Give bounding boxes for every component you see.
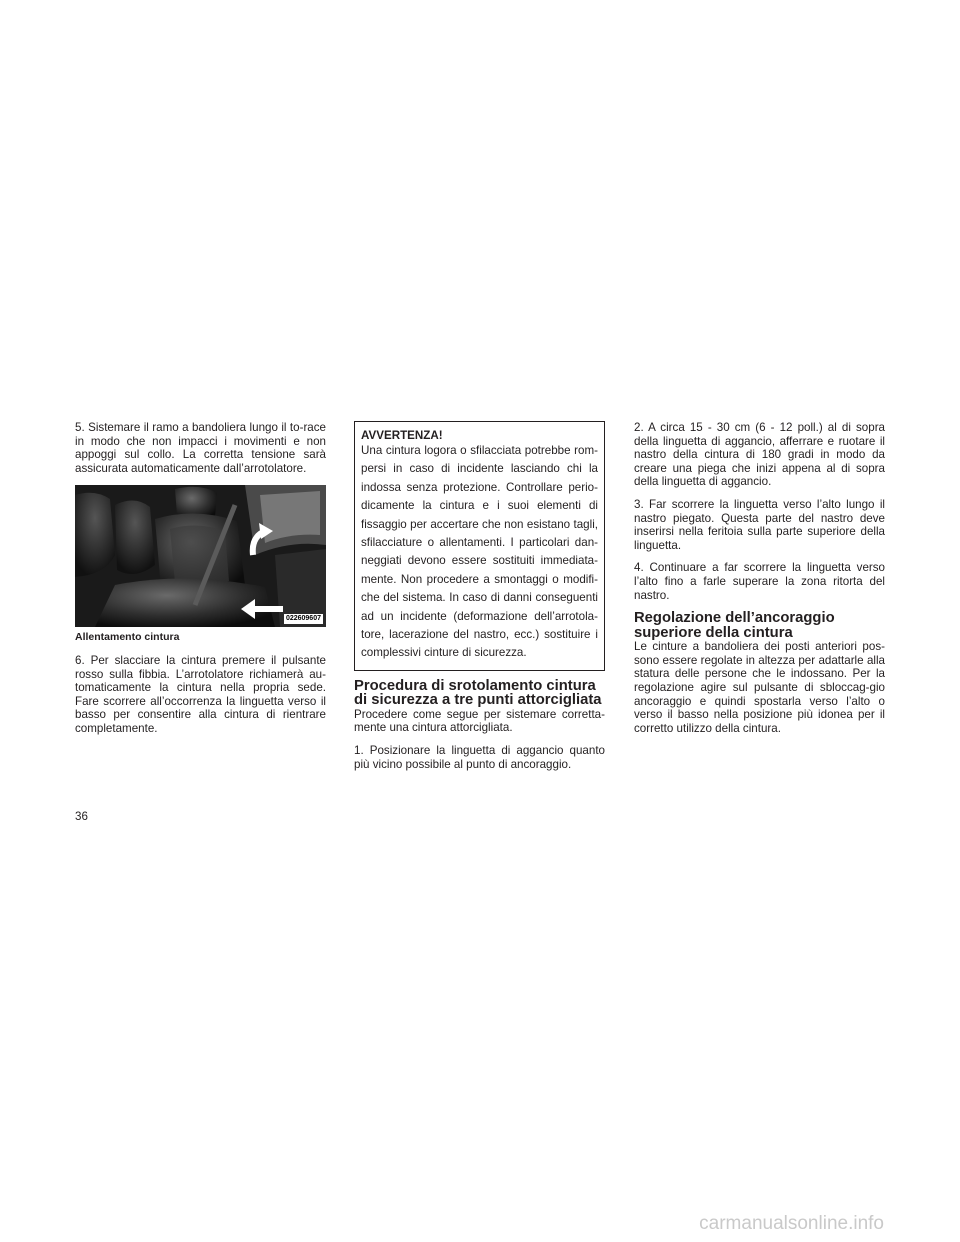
- warning-title: AVVERTENZA!: [361, 429, 443, 442]
- intro-text: Procedere come segue per sistemare corretta-mente una cintura attorcigliata.: [354, 707, 605, 735]
- step-4-text: 4. Continuare a far scorrere la linguetta verso l’alto fino a farle superare la zona ritorta del nastro.: [634, 561, 885, 602]
- page-number: 36: [75, 810, 88, 823]
- warning-body: Una cintura logora o sfilacciata potrebbe rom-persi in caso di incidente lasciando chi la indossa senza protezione. Controllare perio-dicamente la cintura e i suoi elementi di fissaggio per accertare che non esistano tagli, sfilacciature o allentamenti. I particolari dan-neggiati devono essere sostituiti immediata-mente. Non procedere a smontaggi o modifi-che del sistema. In caso di danni conseguenti ad un incidente (deformazione dell’arrotola-tore, lacerazione del nastro, ecc.) sostituire i complessivi cinture di sicurezza.: [361, 444, 598, 660]
- step-6-text: 6. Per slacciare la cintura premere il pulsante rosso sulla fibbia. L’arrotolatore richiamerà au-tomaticamente la cintura nella propria sede. Fare scorrere all’occorrenza la linguetta verso il basso per consentire alla cintura di rientrare completamente.: [75, 653, 326, 735]
- column-left: [75, 421, 326, 745]
- column-middle: [354, 421, 605, 780]
- figure-code: 022609607: [285, 615, 321, 623]
- step-5-text: 5. Sistemare il ramo a bandoliera lungo il to-race in modo che non impacci i movimenti e non appoggi sul collo. La corretta tensione sarà assicurata automaticamente dall’arrotolatore.: [75, 421, 326, 475]
- warning-box: [354, 421, 605, 671]
- seat-belt-figure: [75, 485, 326, 627]
- figure-caption: Allentamento cintura: [75, 631, 180, 644]
- step-3-text: 3. Far scorrere la linguetta verso l’alto lungo il nastro piegato. Questa parte del nastro deve inserirsi nella feritoia sulla parte superiore della linguetta.: [634, 497, 885, 552]
- anchor-adjust-text: Le cinture a bandoliera dei posti anteriori pos-sono essere regolate in altezza per adattarle alla statura delle persone che le indossano. Per la regolazione agire sul pulsante di sbloccag-gio ancoraggio e quindi spostarla verso l’alto o verso il basso nella posizione più idonea per il corretto utilizzo della cintura.: [634, 640, 885, 735]
- car-seat-illustration: [75, 485, 326, 627]
- section-heading-anchor-adjust: Regolazione dell’ancoraggio superiore della cintura: [634, 610, 835, 641]
- column-right: [634, 421, 885, 744]
- watermark: carmanualsonline.info: [699, 1213, 884, 1234]
- section-heading-twisted-belt: Procedura di srotolamento cintura di sicurezza a tre punti attorcigliata: [354, 677, 602, 709]
- step-1-text: 1. Posizionare la linguetta di aggancio quanto più vicino possibile al punto di ancoraggio.: [354, 744, 605, 771]
- step-2-text: 2. A circa 15 - 30 cm (6 - 12 poll.) al di sopra della linguetta di aggancio, afferrare e ruotare il nastro della cintura di 180 gradi in modo da creare una piega che inizi appena al di sopra della linguetta di aggancio.: [634, 421, 885, 489]
